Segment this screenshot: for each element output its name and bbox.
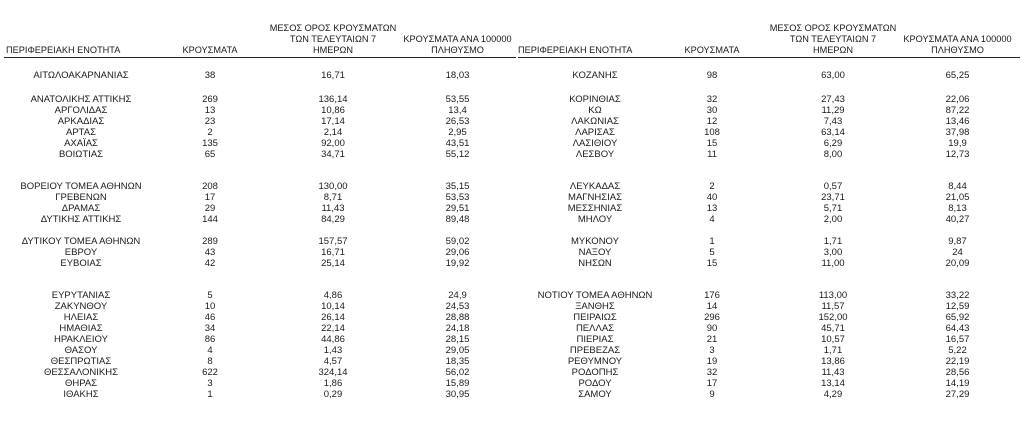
right-region-cell: ΛΑΚΩΝΙΑΣ (571, 116, 619, 127)
left-cases-cell: 29 (204, 203, 216, 214)
right-avg7-cell: 7,43 (823, 116, 843, 127)
left-region-cell: ΑΝΑΤΟΛΙΚΗΣ ΑΤΤΙΚΗΣ (30, 94, 132, 105)
left-avg7-cell: 44,86 (321, 334, 345, 345)
left-header-avg7-line1: ΜΕΣΟΣ ΟΡΟΣ ΚΡΟΥΣΜΑΤΩΝ (269, 23, 397, 33)
left-region-cell: ΓΡΕΒΕΝΩΝ (55, 192, 107, 203)
left-per100k-cell: 24,53 (445, 301, 470, 312)
right-avg7-cell: 5,71 (823, 203, 843, 214)
right-per100k-cell: 24 (952, 247, 963, 258)
right-cases-cell: 12 (706, 116, 718, 127)
right-region-cell: ΚΟΖΑΝΗΣ (572, 70, 618, 81)
right-per100k-cell: 64,43 (945, 323, 970, 334)
left-header-per100k (395, 34, 520, 56)
right-cases-cell: 30 (706, 105, 718, 116)
left-region-cell: ΑΡΓΟΛΙΔΑΣ (54, 105, 108, 116)
left-region-cell: ΑΡΤΑΣ (66, 127, 96, 138)
left-per100k-cell: 59,02 (445, 236, 470, 247)
left-per100k-cell: 29,06 (445, 247, 470, 258)
left-per100k-cell: 2,95 (448, 127, 467, 138)
right-cases-cell: 11 (707, 149, 717, 160)
right-avg7-cell: 27,43 (821, 94, 845, 105)
left-cases-cell: 4 (207, 345, 213, 356)
right-cases-cell: 15 (706, 258, 718, 269)
right-per100k-cell: 16,57 (945, 334, 970, 345)
left-avg7-cell: 157,57 (318, 236, 348, 247)
right-avg7-cell: 3,00 (823, 247, 843, 258)
left-per100k-cell: 53,53 (445, 192, 470, 203)
right-header-cases: ΚΡΟΥΣΜΑΤΑ (684, 45, 740, 55)
left-per100k-cell: 53,55 (445, 94, 470, 105)
right-region-cell: ΞΑΝΘΗΣ (575, 301, 615, 312)
left-header-avg7-line3: ΗΜΕΡΩΝ (312, 45, 354, 55)
left-region-cell: ΔΡΑΜΑΣ (61, 203, 101, 214)
right-avg7-cell: 11,29 (821, 105, 845, 116)
left-region-cell: ΘΗΡΑΣ (64, 378, 98, 389)
left-avg7-cell: 16,71 (321, 247, 345, 258)
right-avg7-cell: 152,00 (818, 312, 848, 323)
right-per100k-cell: 20,09 (945, 258, 970, 269)
right-avg7-cell: 11,43 (821, 367, 845, 378)
right-region-cell: ΝΑΞΟΥ (578, 247, 612, 258)
left-per100k-cell: 24,18 (445, 323, 470, 334)
right-avg7-cell: 10,57 (821, 334, 845, 345)
left-region-cell: ΑΡΚΑΔΙΑΣ (57, 116, 105, 127)
right-region-cell: ΛΑΡΙΣΑΣ (575, 127, 615, 138)
left-cases-cell: 2 (207, 127, 213, 138)
left-header-underline (4, 57, 516, 58)
left-cases-cell: 10 (204, 301, 216, 312)
right-cases-cell: 14 (706, 301, 718, 312)
right-avg7-cell: 11,57 (821, 301, 845, 312)
left-region-cell: ΙΘΑΚΗΣ (63, 389, 99, 400)
right-avg7-cell: 8,00 (823, 149, 843, 160)
right-cases-cell: 2 (709, 181, 715, 192)
left-cases-cell: 8 (207, 356, 213, 367)
left-per100k-cell: 24,9 (448, 290, 467, 301)
left-region-cell: ΖΑΚΥΝΘΟΥ (54, 301, 108, 312)
left-cases-cell: 65 (204, 149, 216, 160)
left-avg7-cell: 11,43 (321, 203, 345, 214)
left-region-cell: ΕΥΒΟΙΑΣ (60, 258, 102, 269)
right-per100k-cell: 22,06 (945, 94, 970, 105)
left-per100k-cell: 29,51 (445, 203, 470, 214)
right-cases-cell: 108 (704, 127, 720, 138)
left-per100k-cell: 28,15 (445, 334, 470, 345)
left-region-cell: ΗΜΑΘΙΑΣ (59, 323, 103, 334)
left-avg7-cell: 136,14 (318, 94, 348, 105)
right-avg7-cell: 11,00 (821, 258, 845, 269)
right-avg7-cell: 13,86 (821, 356, 845, 367)
right-region-cell: ΜΕΣΣΗΝΙΑΣ (567, 203, 623, 214)
left-cases-cell: 13 (204, 105, 216, 116)
right-avg7-cell: 13,14 (821, 378, 845, 389)
right-header-underline (518, 57, 1020, 58)
left-region-cell: ΑΙΤΩΛΟΑΚΑΡΝΑΝΙΑΣ (33, 70, 129, 81)
left-per100k-cell: 55,12 (445, 149, 470, 160)
right-per100k-cell: 87,22 (945, 105, 970, 116)
left-cases-cell: 17 (204, 192, 216, 203)
left-per100k-cell: 26,53 (445, 116, 470, 127)
right-cases-cell: 21 (706, 334, 718, 345)
left-cases-cell: 289 (202, 236, 218, 247)
left-cases-cell: 86 (204, 334, 216, 345)
right-region-cell: ΝΗΣΩΝ (578, 258, 612, 269)
right-avg7-cell: 23,71 (821, 192, 845, 203)
right-cases-cell: 32 (706, 367, 718, 378)
left-region-cell: ΘΑΣΟΥ (64, 345, 98, 356)
left-cases-cell: 42 (204, 258, 216, 269)
right-header-per100k-line1: ΚΡΟΥΣΜΑΤΑ ΑΝΑ 100000 (903, 34, 1012, 44)
left-avg7-cell: 4,57 (323, 356, 343, 367)
right-cases-cell: 32 (706, 94, 718, 105)
left-cases-cell: 43 (204, 247, 216, 258)
right-avg7-cell: 4,29 (823, 389, 843, 400)
right-region-cell: ΡΟΔΟΥ (578, 378, 612, 389)
right-cases-cell: 13 (706, 203, 718, 214)
right-per100k-cell: 65,92 (945, 312, 970, 323)
left-region-cell: ΗΡΑΚΛΕΙΟΥ (54, 334, 108, 345)
left-per100k-cell: 28,88 (445, 312, 470, 323)
right-header-avg7-line3: ΗΜΕΡΩΝ (812, 45, 854, 55)
left-region-cell: ΔΥΤΙΚΗΣ ΑΤΤΙΚΗΣ (40, 214, 122, 225)
left-avg7-cell: 8,71 (323, 192, 343, 203)
left-cases-cell: 34 (204, 323, 216, 334)
left-cases-cell: 208 (202, 181, 218, 192)
right-region-cell: ΛΕΣΒΟΥ (575, 149, 615, 160)
right-per100k-cell: 8,44 (948, 181, 967, 192)
right-header-avg7-line2: ΤΩΝ ΤΕΛΕΥΤΑΙΩΝ 7 (789, 34, 877, 44)
right-per100k-cell: 8,13 (948, 203, 967, 214)
left-cases-cell: 144 (202, 214, 218, 225)
right-per100k-cell: 9,87 (948, 236, 967, 247)
left-per100k-cell: 19,92 (445, 258, 470, 269)
right-cases-cell: 17 (706, 378, 718, 389)
right-cases-cell: 98 (706, 70, 718, 81)
right-cases-cell: 4 (709, 214, 715, 225)
right-avg7-cell: 2,00 (823, 214, 843, 225)
left-per100k-cell: 56,02 (445, 367, 470, 378)
left-avg7-cell: 130,00 (318, 181, 348, 192)
left-avg7-cell: 2,14 (323, 127, 343, 138)
right-region-cell: ΡΟΔΟΠΗΣ (571, 367, 619, 378)
left-avg7-cell: 4,86 (323, 290, 343, 301)
right-region-cell: ΜΥΚΟΝΟΥ (571, 236, 619, 247)
left-header-avg7 (268, 23, 398, 56)
left-per100k-cell: 89,48 (445, 214, 470, 225)
right-header-region: ΠΕΡΙΦΕΡΕΙΑΚΗ ΕΝΟΤΗΤΑ (518, 45, 633, 55)
left-avg7-cell: 0,29 (323, 389, 343, 400)
left-cases-cell: 46 (204, 312, 216, 323)
left-per100k-cell: 35,15 (445, 181, 470, 192)
left-region-cell: ΒΟΡΕΙΟΥ ΤΟΜΕΑ ΑΘΗΝΩΝ (20, 181, 142, 192)
left-header-per100k-line2: ΠΛΗΘΥΣΜΟ (431, 45, 484, 55)
right-per100k-cell: 28,56 (945, 367, 970, 378)
right-header-avg7 (768, 23, 898, 56)
left-avg7-cell: 10,86 (321, 105, 345, 116)
left-avg7-cell: 34,71 (321, 149, 345, 160)
right-cases-cell: 296 (704, 312, 720, 323)
right-per100k-cell: 13,46 (945, 116, 970, 127)
right-region-cell: ΚΩ (588, 105, 602, 116)
right-per100k-cell: 12,59 (945, 301, 970, 312)
right-region-cell: ΜΗΛΟΥ (577, 214, 613, 225)
left-avg7-cell: 16,71 (321, 70, 345, 81)
left-header-cases: ΚΡΟΥΣΜΑΤΑ (182, 45, 238, 55)
left-cases-cell: 3 (207, 378, 213, 389)
right-header-avg7-line1: ΜΕΣΟΣ ΟΡΟΣ ΚΡΟΥΣΜΑΤΩΝ (769, 23, 897, 33)
right-per100k-cell: 12,73 (945, 149, 970, 160)
left-cases-cell: 38 (204, 70, 216, 81)
left-per100k-cell: 18,03 (445, 70, 470, 81)
right-avg7-cell: 0,57 (823, 181, 843, 192)
right-avg7-cell: 1,71 (823, 345, 843, 356)
left-cases-cell: 135 (202, 138, 218, 149)
right-per100k-cell: 33,22 (945, 290, 970, 301)
left-avg7-cell: 26,14 (321, 312, 345, 323)
left-header-per100k-line1: ΚΡΟΥΣΜΑΤΑ ΑΝΑ 100000 (403, 34, 512, 44)
right-per100k-cell: 19,9 (948, 138, 967, 149)
right-region-cell: ΜΑΓΝΗΣΙΑΣ (568, 192, 622, 203)
left-avg7-cell: 324,14 (318, 367, 348, 378)
right-cases-cell: 90 (706, 323, 718, 334)
left-region-cell: ΘΕΣΠΡΩΤΙΑΣ (50, 356, 112, 367)
right-per100k-cell: 40,27 (945, 214, 970, 225)
right-avg7-cell: 113,00 (818, 290, 848, 301)
left-region-cell: ΑΧΑΪΑΣ (64, 138, 98, 149)
left-cases-cell: 622 (202, 367, 218, 378)
right-per100k-cell: 65,25 (945, 70, 970, 81)
left-avg7-cell: 17,14 (321, 116, 345, 127)
left-avg7-cell: 92,00 (321, 138, 345, 149)
left-avg7-cell: 10,14 (321, 301, 345, 312)
left-header-region: ΠΕΡΙΦΕΡΕΙΑΚΗ ΕΝΟΤΗΤΑ (6, 45, 121, 55)
right-region-cell: ΚΟΡΙΝΘΙΑΣ (569, 94, 621, 105)
left-region-cell: ΗΛΕΙΑΣ (63, 312, 99, 323)
left-per100k-cell: 15,89 (445, 378, 470, 389)
right-avg7-cell: 45,71 (821, 323, 845, 334)
left-region-cell: ΘΕΣΣΑΛΟΝΙΚΗΣ (44, 367, 118, 378)
left-cases-cell: 23 (204, 116, 216, 127)
left-header-avg7-line2: ΤΩΝ ΤΕΛΕΥΤΑΙΩΝ 7 (289, 34, 377, 44)
left-cases-cell: 5 (207, 290, 213, 301)
right-avg7-cell: 63,00 (821, 70, 845, 81)
left-per100k-cell: 30,95 (445, 389, 470, 400)
right-cases-cell: 5 (709, 247, 715, 258)
right-cases-cell: 1 (709, 236, 715, 247)
right-cases-cell: 3 (709, 345, 715, 356)
left-avg7-cell: 84,29 (321, 214, 345, 225)
left-per100k-cell: 18,35 (445, 356, 470, 367)
right-per100k-cell: 27,29 (945, 389, 970, 400)
right-region-cell: ΣΑΜΟΥ (578, 389, 612, 400)
right-per100k-cell: 21,05 (945, 192, 970, 203)
right-avg7-cell: 63,14 (821, 127, 845, 138)
right-cases-cell: 15 (706, 138, 718, 149)
left-avg7-cell: 1,86 (323, 378, 343, 389)
right-region-cell: ΝΟΤΙΟΥ ΤΟΜΕΑ ΑΘΗΝΩΝ (537, 290, 653, 301)
left-cases-cell: 1 (207, 389, 213, 400)
left-region-cell: ΕΒΡΟΥ (64, 247, 98, 258)
right-cases-cell: 176 (704, 290, 720, 301)
right-region-cell: ΡΕΘΥΜΝΟΥ (567, 356, 623, 367)
right-per100k-cell: 22,19 (945, 356, 970, 367)
right-region-cell: ΠΙΕΡΙΑΣ (576, 334, 614, 345)
left-avg7-cell: 25,14 (321, 258, 345, 269)
left-per100k-cell: 29,05 (445, 345, 470, 356)
left-avg7-cell: 1,43 (323, 345, 343, 356)
right-header-per100k (895, 34, 1020, 56)
right-avg7-cell: 1,71 (823, 236, 843, 247)
left-region-cell: ΕΥΡΥΤΑΝΙΑΣ (51, 290, 111, 301)
left-region-cell: ΒΟΙΩΤΙΑΣ (58, 149, 104, 160)
left-per100k-cell: 43,51 (445, 138, 470, 149)
left-cases-cell: 269 (202, 94, 218, 105)
right-region-cell: ΠΡΕΒΕΖΑΣ (569, 345, 621, 356)
right-header-per100k-line2: ΠΛΗΘΥΣΜΟ (931, 45, 984, 55)
right-per100k-cell: 37,98 (945, 127, 970, 138)
right-region-cell: ΛΑΣΙΘΙΟΥ (572, 138, 618, 149)
right-region-cell: ΠΕΛΛΑΣ (575, 323, 615, 334)
right-cases-cell: 40 (706, 192, 718, 203)
right-per100k-cell: 14,19 (945, 378, 970, 389)
left-avg7-cell: 22,14 (321, 323, 345, 334)
right-cases-cell: 9 (709, 389, 715, 400)
left-region-cell: ΔΥΤΙΚΟΥ ΤΟΜΕΑ ΑΘΗΝΩΝ (21, 236, 141, 247)
right-region-cell: ΠΕΙΡΑΙΩΣ (573, 312, 617, 323)
right-per100k-cell: 5,22 (948, 345, 967, 356)
right-cases-cell: 19 (706, 356, 718, 367)
right-region-cell: ΛΕΥΚΑΔΑΣ (569, 181, 621, 192)
left-per100k-cell: 13,4 (448, 105, 467, 116)
right-avg7-cell: 6,29 (823, 138, 843, 149)
